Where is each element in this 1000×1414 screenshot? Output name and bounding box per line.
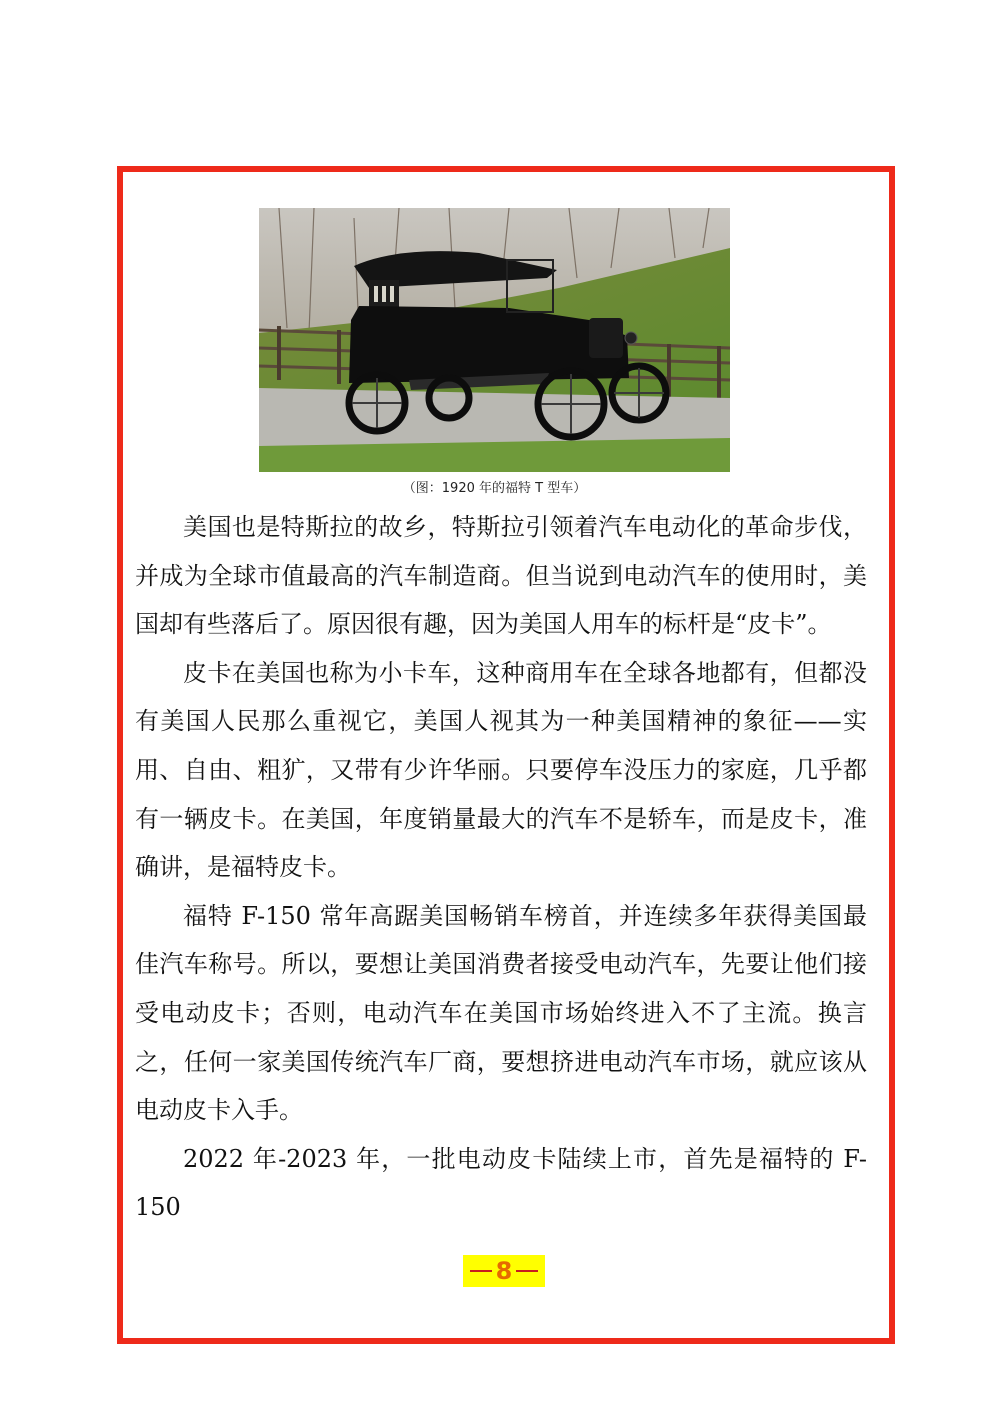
paragraph-2: 皮卡在美国也称为小卡车，这种商用车在全球各地都有，但都没有美国人民那么重视它，美国人视其为一种美国精神的象征——实用、自由、粗犷，又带有少许华丽。只要停车没压力的家庭，几乎都有一辆皮卡。在美国，年度销量最大的汽车不是轿车，而是皮卡，准确讲，是福特皮卡。: [135, 658, 867, 882]
paragraph-1: 美国也是特斯拉的故乡，特斯拉引领着汽车电动化的革命步伐，并成为全球市值最高的汽车制造商。但当说到电动汽车的使用时，美国却有些落后了。原因很有趣，因为美国人用车的标杆是“皮卡”。: [135, 513, 867, 639]
paragraph-4: 2022 年-2023 年，一批电动皮卡陆续上市，首先是福特的 F-150: [135, 1144, 867, 1222]
article-body: [135, 503, 867, 1232]
page-number-dash-left: [470, 1270, 492, 1272]
page-number: 8: [495, 1257, 513, 1285]
page-number-badge: [463, 1255, 545, 1287]
page-number-dash-right: [516, 1270, 538, 1272]
paragraph-3: 福特 F-150 常年高踞美国畅销车榜首，并连续多年获得美国最佳汽车称号。所以，要想让美国消费者接受电动汽车，先要让他们接受电动皮卡；否则，电动汽车在美国市场始终进入不了主流。换言之，任何一家美国传统汽车厂商，要想挤进电动汽车市场，就应该从电动皮卡入手。: [135, 901, 867, 1125]
figure-caption: （图：1920 年的福特 T 型车）: [402, 481, 587, 496]
car-photo: [259, 208, 730, 472]
